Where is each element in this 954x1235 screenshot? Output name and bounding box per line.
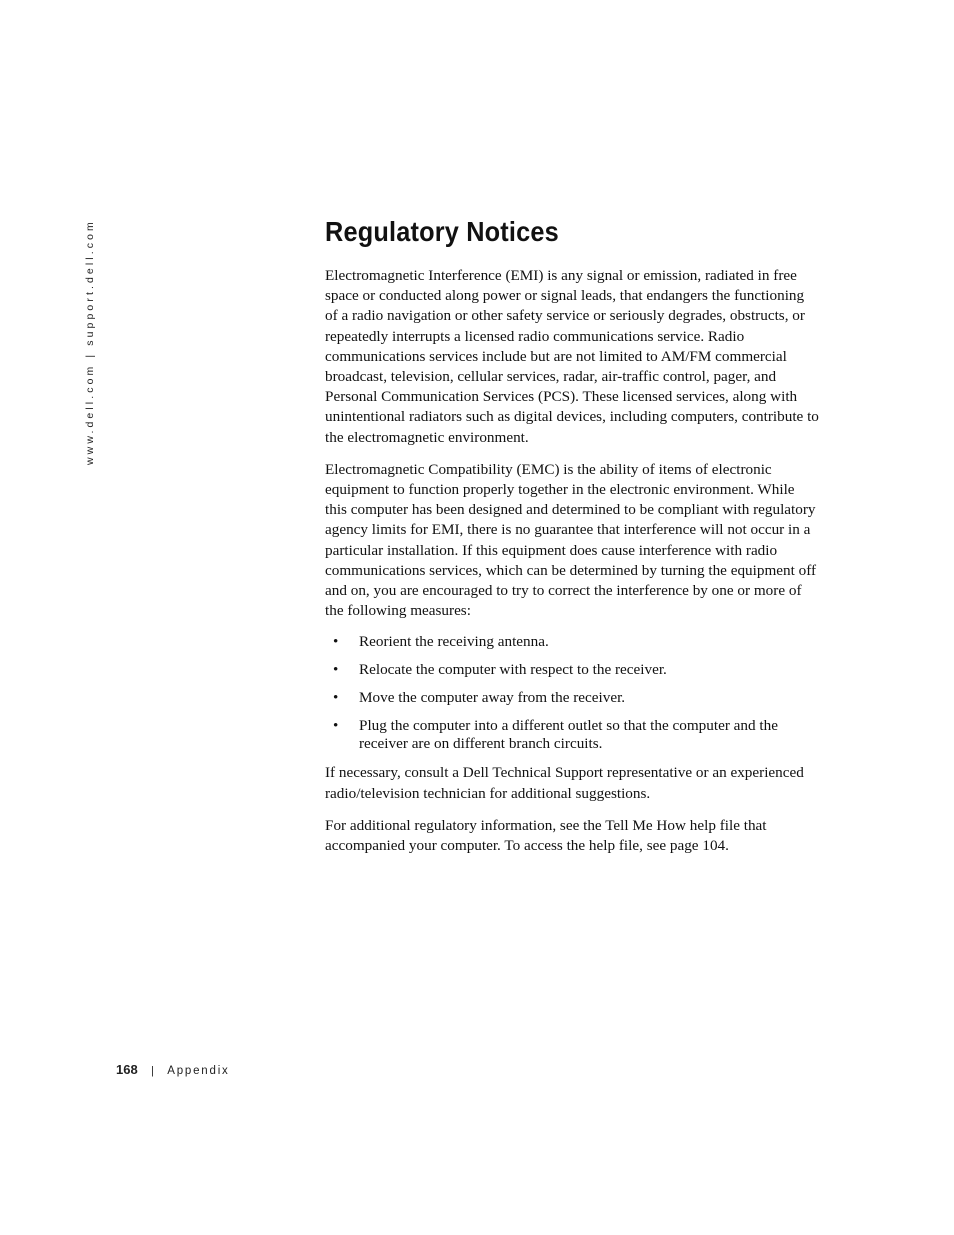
list-item [325, 633, 820, 651]
main-content [325, 212, 820, 868]
footer-separator: | [151, 1065, 154, 1077]
list-item [325, 717, 820, 753]
list-item [325, 689, 820, 707]
page-title: Regulatory Notices [325, 216, 559, 247]
bullet-icon: • [333, 633, 339, 651]
sidebar-url: www.dell.com | support.dell.com [84, 219, 96, 465]
paragraph-help-file: For additional regulatory information, see the Tell Me How help file that accompanied your computer. To access the help file, see page 104. [325, 816, 767, 855]
list-item [325, 661, 820, 679]
paragraph-emc: Electromagnetic Compatibility (EMC) is the ability of items of electronic equipment to function properly together in the electronic environment. While this computer has been designed and determined to be compliant with regulatory agency limits for EMI, there is no guarantee that interference will not occur in a particular installation. If this equipment does cause interference with radio communications services, which can be determined by turning the equipment off and on, you are encouraged to try to correct the interference by one or more of the following measures: [325, 460, 817, 620]
paragraph-emi: Electromagnetic Interference (EMI) is any signal or emission, radiated in free space or conducted along power or signal leads, that endangers the functioning of a radio navigation or other safety service or seriously degrades, obstructs, or repeatedly interrupts a licensed radio communications service. Radio communications services include but are not limited to AM/FM commercial broadcast, television, cellular services, radar, air-traffic control, pager, and Personal Communication Services (PCS). These licensed services, along with unintentional radiators such as digital devices, including computers, contribute to the electromagnetic environment. [325, 267, 819, 446]
bullet-icon: • [333, 717, 339, 735]
bullet-icon: • [333, 661, 339, 679]
page-footer [116, 1062, 230, 1077]
list-item-text: Move the computer away from the receiver. [359, 689, 626, 707]
bullet-icon: • [333, 689, 339, 707]
list-item-text: Plug the computer into a different outlet so that the computer and the receiver are on different branch circuits. [359, 717, 778, 753]
list-item-text: Reorient the receiving antenna. [359, 633, 549, 651]
page-number: 168 [116, 1062, 138, 1077]
paragraph-consult: If necessary, consult a Dell Technical Support representative or an experienced radio/television technician for additional suggestions. [325, 764, 804, 802]
list-item-text: Relocate the computer with respect to the receiver. [359, 661, 667, 679]
section-name: Appendix [167, 1065, 230, 1077]
measures-list [325, 633, 820, 753]
